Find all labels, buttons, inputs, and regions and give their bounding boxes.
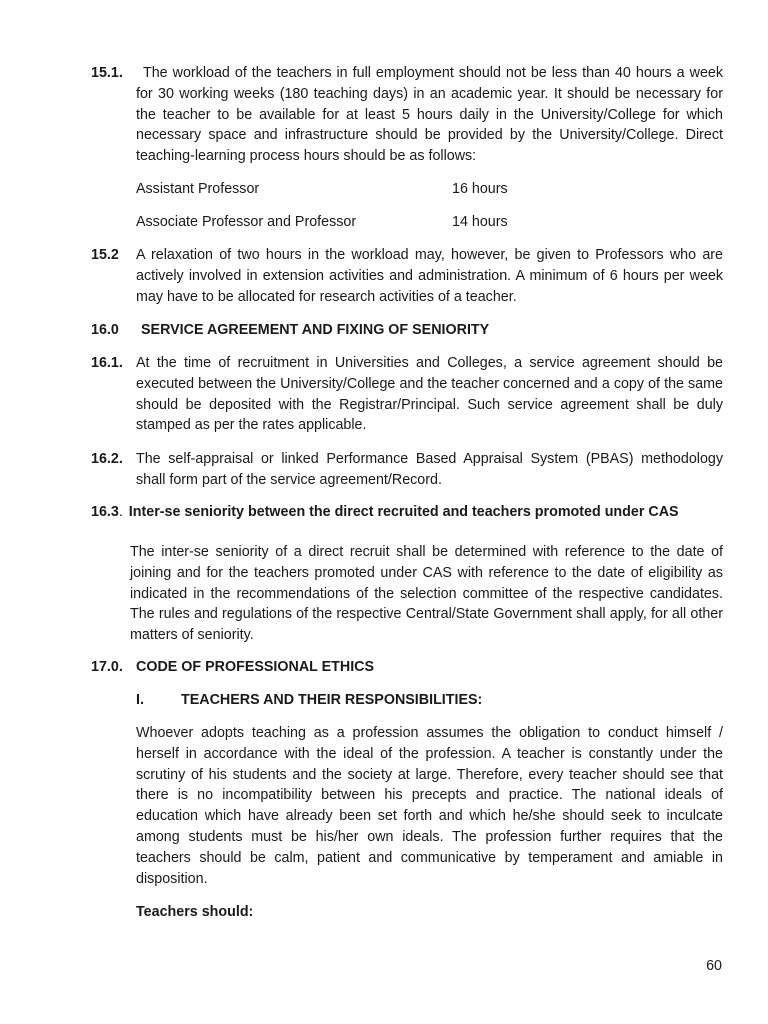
page-number: 60: [706, 958, 722, 974]
section-17-0-number: 17.0.: [91, 659, 123, 675]
hours-value: 16 hours: [452, 181, 508, 197]
hours-value: 14 hours: [452, 214, 508, 230]
section-16-1-text: At the time of recruitment in Universities and Colleges, a service agreement should be executed between the University/College and the teacher concerned and a copy of the same should be deposited with the Registrar/Principal. Such service agreement shall be duly stamped as per the rates applicable.: [136, 355, 723, 434]
section-16-3-text: The inter-se seniority of a direct recruit shall be determined with reference to the date of joining and for the teachers promoted under CAS with reference to the date of eligibility as indicated in the recommendations of the selection committee of the respective candidates. The rules and regulations of the respective Central/State Government shall apply, for all other matters of seniority.: [130, 544, 723, 644]
hours-row: [136, 179, 259, 200]
hours-role: Associate Professor and Professor: [136, 214, 357, 230]
section-16-3-punct: .: [118, 504, 123, 520]
section-15-2-number: 15.2: [91, 247, 119, 263]
section-16-3-number: 16.3: [91, 504, 119, 520]
section-16-3-title: Inter-se seniority between the direct recruited and teachers promoted under CAS: [128, 504, 679, 520]
section-17-text: Whoever adopts teaching as a profession assumes the obligation to conduct himself / herself in accordance with the ideal of the profession. A teacher is constantly under the scrutiny of his students and the society at large. Therefore, every teacher should see that there is no incompatibility between his precepts and practice. The national ideals of education which have already been set forth and which he/she should seek to inculcate among students must be his/her own ideals. The profession further requires that the teachers should be calm, patient and communicative by temperament and amiable in disposition.: [136, 725, 723, 887]
section-16-1-number: 16.1.: [91, 355, 123, 371]
section-15-1-text: The workload of the teachers in full employment should not be less than 40 hours a week for 30 working weeks (180 teaching days) in an academic year. It should be necessary for the teacher to be available for at least 5 hours daily in the University/College for which necessary space and infrastructure should be provided by the University/College. Direct teaching-learning process hours should be as follows:: [136, 65, 723, 165]
section-17-closing: Teachers should:: [136, 904, 254, 920]
section-16-3-heading: [91, 502, 679, 523]
section-15-2-text: A relaxation of two hours in the workload may, however, be given to Professors who are actively involved in extension activities and administration. A minimum of 6 hours per week may have to be allocated for research activities of a teacher.: [136, 247, 723, 305]
hours-row: [452, 212, 508, 233]
section-16-0-number: 16.0: [91, 322, 119, 338]
section-16-2-text: The self-appraisal or linked Performance Based Appraisal System (PBAS) methodology shall form part of the service agreement/Record.: [136, 451, 723, 488]
section-16-0-title: SERVICE AGREEMENT AND FIXING OF SENIORITY: [141, 322, 490, 338]
section-17-i-number: I.: [136, 692, 144, 708]
hours-row: [136, 212, 356, 233]
hours-row: [452, 179, 508, 200]
section-17-0-title: CODE OF PROFESSIONAL ETHICS: [136, 659, 375, 675]
section-16-2-number: 16.2.: [91, 451, 123, 467]
hours-role: Assistant Professor: [136, 181, 260, 197]
section-15-1-number: 15.1.: [91, 65, 123, 81]
section-17-i-title: TEACHERS AND THEIR RESPONSIBILITIES:: [181, 692, 483, 708]
